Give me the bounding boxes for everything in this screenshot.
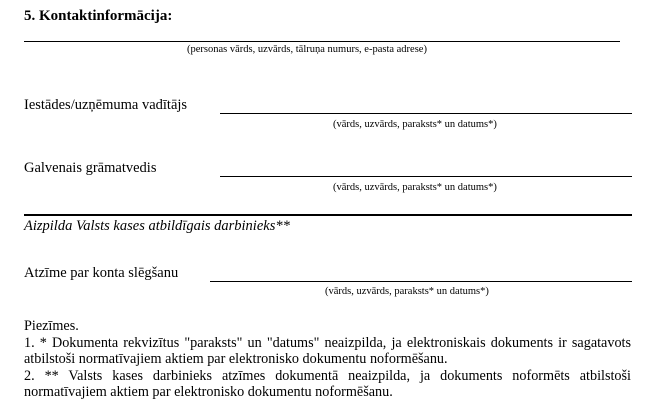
section-divider bbox=[24, 214, 632, 216]
accountant-label: Galvenais grāmatvedis bbox=[24, 160, 157, 176]
closure-line[interactable] bbox=[210, 281, 632, 282]
manager-label: Iestādes/uzņēmuma vadītājs bbox=[24, 97, 188, 113]
manager-line[interactable] bbox=[220, 113, 632, 114]
notes-title: Piezīmes. bbox=[24, 318, 79, 334]
treasury-heading: Aizpilda Valsts kases atbildīgais darbinieks** bbox=[24, 218, 290, 234]
closure-label: Atzīme par konta slēgšanu bbox=[24, 265, 179, 281]
note-1: 1. * Dokumenta rekvizītus "paraksts" un "datums" neaizpilda, ja elektroniskais dokuments ir sagatavots atbilstoši normatīvajiem aktiem par elektronisko dokumentu noformēšanu. bbox=[24, 334, 631, 367]
closure-hint: (vārds, uzvārds, paraksts* un datums*) bbox=[325, 286, 489, 297]
manager-hint: (vārds, uzvārds, paraksts* un datums*) bbox=[333, 119, 497, 130]
section-title: 5. Kontaktinformācija: bbox=[24, 8, 173, 24]
contact-line[interactable] bbox=[24, 41, 620, 42]
note-2: 2. ** Valsts kases darbinieks atzīmes dokumentā neaizpilda, ja dokuments noformēts atbilstoši normatīvajiem aktiem par elektronisko dokumentu noformēšanu. bbox=[24, 367, 631, 400]
notes-block bbox=[24, 318, 631, 401]
accountant-line[interactable] bbox=[220, 176, 632, 177]
accountant-hint: (vārds, uzvārds, paraksts* un datums*) bbox=[333, 182, 497, 193]
contact-hint: (personas vārds, uzvārds, tālruņa numurs, e-pasta adrese) bbox=[187, 44, 427, 55]
